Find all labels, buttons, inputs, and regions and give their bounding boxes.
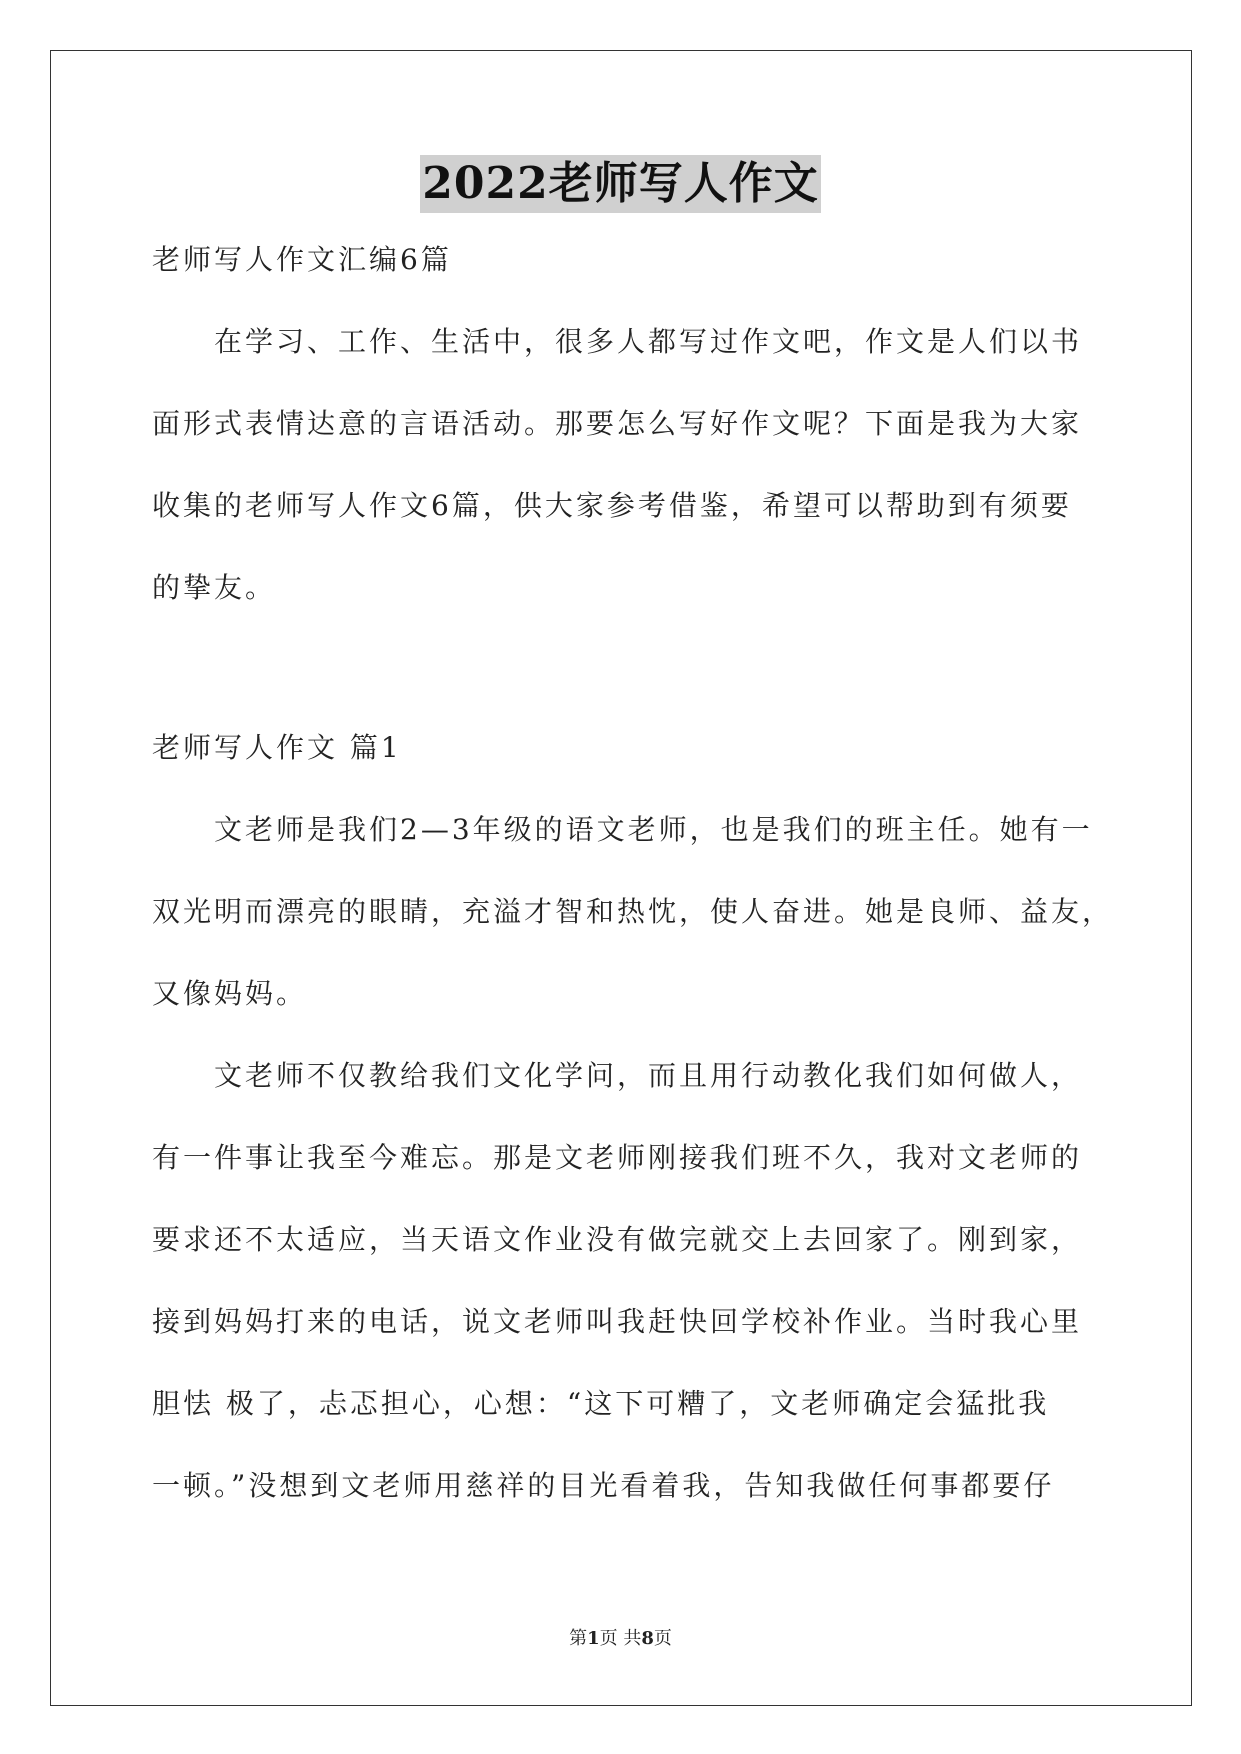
paragraph-line: 又像妈妈。 xyxy=(152,977,308,1010)
intro-line: 面形式表情达意的言语活动。那要怎么写好作文呢？下面是我为大家 xyxy=(152,407,1083,440)
paragraph-line: 双光明而漂亮的眼睛，充溢才智和热忱，使人奋进。她是良师、益友， xyxy=(152,895,1114,928)
total-page-count: 8 xyxy=(641,1628,654,1649)
paragraph-line: 有一件事让我至今难忘。那是文老师刚接我们班不久，我对文老师的 xyxy=(152,1141,1083,1174)
footer-suffix: 页 xyxy=(653,1628,672,1649)
paragraph-line: 一顿。”没想到文老师用慈祥的目光看着我，告知我做任何事都要仔 xyxy=(152,1469,1055,1502)
paragraph-line: 接到妈妈打来的电话，说文老师叫我赶快回学校补作业。当时我心里 xyxy=(152,1305,1083,1338)
footer-middle: 页 共 xyxy=(599,1628,642,1649)
section-heading: 老师写人作文 篇1 xyxy=(152,731,402,764)
document-title: 2022老师写人作文 xyxy=(420,155,820,213)
intro-line: 的挚友。 xyxy=(152,571,277,604)
current-page-number: 1 xyxy=(587,1628,600,1649)
document-body xyxy=(152,232,1114,1540)
title-container xyxy=(0,155,1241,213)
paragraph-line: 文老师不仅教给我们文化学问，而且用行动教化我们如何做人， xyxy=(214,1059,1083,1092)
footer-prefix: 第 xyxy=(569,1628,588,1649)
paragraph-line: 要求还不太适应，当天语文作业没有做完就交上去回家了。刚到家， xyxy=(152,1223,1083,1256)
intro-line: 收集的老师写人作文6篇，供大家参考借鉴，希望可以帮助到有须要 xyxy=(152,489,1072,522)
paragraph-line: 文老师是我们2—3年级的语文老师，也是我们的班主任。她有一 xyxy=(214,813,1093,846)
subtitle: 老师写人作文汇编6篇 xyxy=(152,243,452,276)
spacer xyxy=(152,642,1092,720)
paragraph-line: 胆怯 极了，忐忑担心，心想：“这下可糟了，文老师确定会猛批我 xyxy=(152,1387,1050,1420)
page-footer xyxy=(0,1624,1241,1650)
intro-line: 在学习、工作、生活中，很多人都写过作文吧，作文是人们以书 xyxy=(214,325,1083,358)
